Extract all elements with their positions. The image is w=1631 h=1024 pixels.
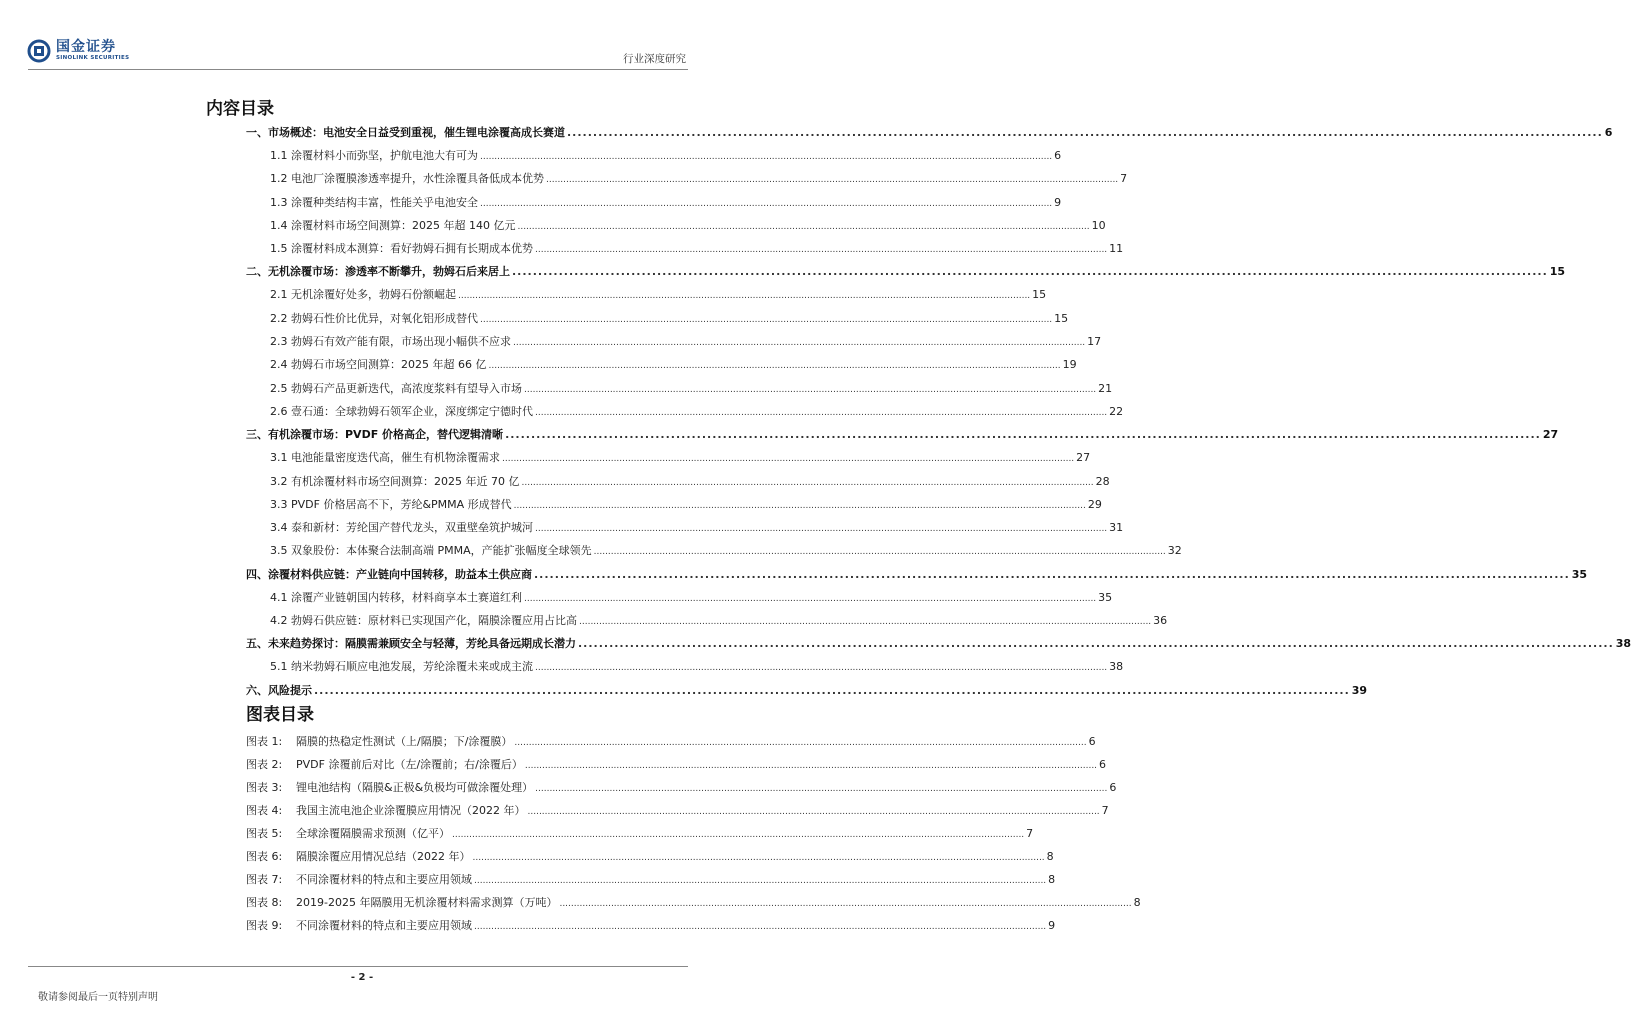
- figure-page: 9: [1048, 919, 1056, 932]
- toc-entry-page: 6: [1054, 149, 1062, 162]
- toc-entry-page: 35: [1098, 590, 1113, 604]
- toc-section-entry[interactable]: [246, 563, 1588, 586]
- figure-caption: 不同涂覆材料的特点和主要应用领域: [296, 919, 472, 932]
- figure-caption: 全球涂覆隔膜需求预测（亿平）: [296, 827, 450, 840]
- toc-entry-page: 27: [1542, 428, 1559, 442]
- figure-number: 图表 3:: [246, 781, 283, 794]
- toc-entry-page: 17: [1087, 335, 1102, 349]
- footer-disclaimer: 敬请参阅最后一页特别声明: [38, 992, 158, 1003]
- toc-subsection-entry[interactable]: [246, 167, 1128, 190]
- toc-leader-dots: ........................................................................................................................................................................................................: [524, 593, 1097, 604]
- toc-leader-dots: ........................................................................................................................................................................................................: [579, 617, 1152, 628]
- toc-subsection-entry[interactable]: [246, 539, 1182, 562]
- toc-leader-dots: ........................................................................................................................................................................................................: [546, 175, 1119, 186]
- figure-number: 图表 5:: [246, 827, 283, 840]
- toc-subsection-entry[interactable]: [246, 400, 1124, 423]
- toc-entry-page: 15: [1549, 265, 1566, 279]
- toc-entry-label: 4.1 涂覆产业链朝国内转移，材料商享本土赛道红利: [270, 590, 522, 604]
- toc-entry-label: 2.5 勃姆石产品更新迭代，高浓度浆料有望导入市场: [270, 381, 522, 395]
- toc-entry-page: 38: [1615, 637, 1631, 651]
- toc-entry-page: 28: [1095, 474, 1110, 488]
- figure-number: 图表 9:: [246, 919, 283, 932]
- toc-entry-page: 29: [1087, 497, 1102, 511]
- toc-entry-label: 3.5 双象股份：本体聚合法制高端 PMMA，产能扩张幅度全球领先: [270, 544, 592, 558]
- figure-list-entry[interactable]: [246, 914, 1056, 937]
- toc-leader-dots: ........................................................................................................................................................................................................: [517, 221, 1090, 232]
- brand-name-cn: 国金证券: [56, 39, 116, 56]
- figure-list-entry[interactable]: [246, 799, 1109, 822]
- toc-entry-label: 2.2 勃姆石性价比优异，对氧化铝形成替代: [270, 311, 478, 325]
- figure-leader-dots: ........................................................................................................................................................................................................: [474, 876, 1047, 886]
- toc-entry-label: 3.1 电池能量密度迭代高，催生有机物涂覆需求: [270, 451, 500, 465]
- figure-page: 8: [1046, 850, 1054, 863]
- toc-entry-page: 31: [1109, 521, 1124, 535]
- toc-entry-page: 21: [1098, 381, 1113, 395]
- toc-title: 内容目录: [206, 99, 274, 119]
- toc-section-entry[interactable]: [246, 260, 1566, 283]
- toc-leader-dots: ........................................................................................................................................................................................................: [502, 454, 1075, 465]
- figure-list-title: 图表目录: [246, 705, 314, 725]
- toc-subsection-entry[interactable]: [246, 191, 1062, 214]
- toc-entry-label: 5.1 纳米勃姆石顺应电池发展，芳纶涂覆未来或成主流: [270, 660, 533, 674]
- toc-entry-page: 10: [1091, 218, 1106, 232]
- toc-entry-label: 六、风险提示: [246, 683, 312, 697]
- toc-entry-label: 四、涂覆材料供应链：产业链向中国转移，助益本土供应商: [246, 567, 532, 581]
- toc-entry-label: 1.1 涂覆材料小而弥坚，护航电池大有可为: [270, 149, 478, 162]
- toc-leader-dots: ........................................................................................................................................................................................................: [314, 683, 1350, 697]
- toc-leader-dots: ........................................................................................................................................................................................................: [534, 567, 1570, 581]
- toc-entry-page: 27: [1076, 451, 1091, 465]
- toc-leader-dots: ........................................................................................................................................................................................................: [535, 245, 1108, 256]
- toc-leader-dots: ........................................................................................................................................................................................................: [480, 198, 1053, 209]
- toc-leader-dots: ........................................................................................................................................................................................................: [578, 637, 1614, 651]
- toc-entry-page: 7: [1120, 172, 1128, 186]
- figure-page: 6: [1088, 735, 1096, 748]
- figure-caption: 锂电池结构（隔膜&正极&负极均可做涂覆处理）: [296, 781, 534, 794]
- figure-list-entry[interactable]: [246, 868, 1056, 891]
- toc-leader-dots: ........................................................................................................................................................................................................: [535, 407, 1108, 418]
- figure-caption: 不同涂覆材料的特点和主要应用领域: [296, 873, 472, 886]
- figure-number: 图表 8:: [246, 896, 283, 909]
- figure-page: 6: [1109, 781, 1117, 794]
- toc-leader-dots: ........................................................................................................................................................................................................: [488, 361, 1061, 372]
- toc-entry-label: 2.6 壹石通：全球勃姆石领军企业，深度绑定宁德时代: [270, 404, 533, 418]
- toc-section-entry[interactable]: [246, 121, 1613, 144]
- toc-subsection-entry[interactable]: [246, 516, 1124, 539]
- toc-entry-label: 五、未来趋势探讨：隔膜需兼顾安全与轻薄，芳纶具备远期成长潜力: [246, 637, 576, 651]
- toc-leader-dots: ........................................................................................................................................................................................................: [458, 291, 1031, 302]
- toc-section-entry[interactable]: [246, 632, 1631, 655]
- sinolink-logo-icon: [28, 40, 50, 62]
- toc-subsection-entry[interactable]: [246, 353, 1077, 376]
- figure-leader-dots: ........................................................................................................................................................................................................: [524, 761, 1098, 771]
- toc-subsection-entry[interactable]: [246, 493, 1102, 516]
- toc-section-entry[interactable]: [246, 679, 1368, 702]
- toc-entry-page: 6: [1604, 126, 1613, 139]
- toc-entry-page: 19: [1062, 358, 1077, 372]
- figure-page: 8: [1133, 896, 1141, 909]
- toc-entry-page: 36: [1153, 614, 1168, 628]
- toc-entry-page: 11: [1109, 242, 1124, 256]
- figure-leader-dots: ........................................................................................................................................................................................................: [474, 922, 1047, 932]
- toc-subsection-entry[interactable]: [246, 307, 1069, 330]
- toc-entry-page: 32: [1167, 544, 1182, 558]
- report-type: 行业深度研究: [623, 53, 686, 65]
- toc-entry-label: 二、无机涂覆市场：渗透率不断攀升，勃姆石后来居上: [246, 265, 510, 279]
- figure-list: [246, 730, 1141, 937]
- figure-page: 7: [1026, 827, 1034, 840]
- toc-entry-label: 1.4 涂覆材料市场空间测算：2025 年超 140 亿元: [270, 218, 516, 232]
- brand-logo: [28, 40, 129, 62]
- figure-list-entry[interactable]: [246, 891, 1141, 914]
- figure-number: 图表 1:: [246, 735, 283, 748]
- toc-entry-page: 15: [1054, 311, 1069, 325]
- toc-leader-dots: ........................................................................................................................................................................................................: [521, 477, 1094, 488]
- figure-number: 图表 4:: [246, 804, 283, 817]
- figure-caption: 我国主流电池企业涂覆膜应用情况（2022 年）: [296, 804, 526, 817]
- toc-subsection-entry[interactable]: [246, 470, 1110, 493]
- toc-subsection-entry[interactable]: [246, 144, 1062, 167]
- toc-leader-dots: ........................................................................................................................................................................................................: [593, 547, 1166, 558]
- toc-subsection-entry[interactable]: [246, 283, 1047, 306]
- figure-caption: 隔膜涂覆应用情况总结（2022 年）: [296, 850, 471, 863]
- figure-number: 图表 2:: [246, 758, 283, 771]
- figure-caption: PVDF 涂覆前后对比（左/涂覆前；右/涂覆后）: [296, 758, 523, 771]
- toc-entry-label: 3.3 PVDF 价格居高不下，芳纶&PMMA 形成替代: [270, 497, 512, 511]
- toc-leader-dots: ........................................................................................................................................................................................................: [513, 338, 1086, 349]
- figure-caption: 2019-2025 年隔膜用无机涂覆材料需求测算（万吨）: [296, 896, 558, 909]
- toc-entry-label: 2.3 勃姆石有效产能有限，市场出现小幅供不应求: [270, 335, 511, 349]
- toc-entry-label: 3.4 泰和新材：芳纶国产替代龙头，双重壁垒筑护城河: [270, 521, 533, 535]
- table-of-contents: [246, 121, 1631, 702]
- toc-entry-label: 2.4 勃姆石市场空间测算：2025 年超 66 亿: [270, 358, 487, 372]
- toc-leader-dots: ........................................................................................................................................................................................................: [480, 152, 1053, 162]
- toc-entry-page: 9: [1054, 195, 1062, 209]
- figure-leader-dots: ........................................................................................................................................................................................................: [559, 899, 1132, 909]
- toc-entry-page: 38: [1109, 660, 1124, 674]
- toc-entry-label: 1.3 涂覆种类结构丰富，性能关乎电池安全: [270, 195, 478, 209]
- toc-leader-dots: ........................................................................................................................................................................................................: [535, 663, 1108, 674]
- toc-entry-label: 一、市场概述：电池安全日益受到重视，催生锂电涂覆高成长赛道: [246, 126, 565, 139]
- toc-subsection-entry[interactable]: [246, 446, 1091, 469]
- page-number: - 2 -: [350, 972, 374, 983]
- figure-number: 图表 7:: [246, 873, 283, 886]
- toc-subsection-entry[interactable]: [246, 586, 1113, 609]
- toc-section-entry[interactable]: [246, 423, 1559, 446]
- toc-subsection-entry[interactable]: [246, 655, 1124, 678]
- toc-subsection-entry[interactable]: [246, 609, 1168, 632]
- toc-entry-label: 3.2 有机涂覆材料市场空间测算：2025 年近 70 亿: [270, 474, 520, 488]
- toc-leader-dots: ........................................................................................................................................................................................................: [512, 265, 1548, 279]
- figure-page: 6: [1099, 758, 1107, 771]
- toc-entry-label: 三、有机涂覆市场：PVDF 价格高企，替代逻辑清晰: [246, 428, 504, 442]
- figure-leader-dots: ........................................................................................................................................................................................................: [514, 738, 1087, 748]
- figure-list-entry[interactable]: [246, 845, 1054, 868]
- toc-leader-dots: ........................................................................................................................................................................................................: [480, 314, 1053, 325]
- toc-leader-dots: ........................................................................................................................................................................................................: [505, 428, 1541, 442]
- footer-divider: [28, 966, 688, 967]
- toc-leader-dots: ........................................................................................................................................................................................................: [535, 524, 1108, 535]
- figure-leader-dots: ........................................................................................................................................................................................................: [472, 853, 1045, 863]
- toc-subsection-entry[interactable]: [246, 237, 1124, 260]
- toc-leader-dots: ........................................................................................................................................................................................................: [524, 384, 1097, 395]
- header-divider: [28, 69, 688, 70]
- toc-leader-dots: ........................................................................................................................................................................................................: [513, 500, 1086, 511]
- toc-entry-page: 35: [1571, 567, 1588, 581]
- brand-name-en: SINOLINK SECURITIES: [56, 55, 130, 62]
- toc-entry-page: 15: [1032, 288, 1047, 302]
- figure-leader-dots: ........................................................................................................................................................................................................: [452, 830, 1025, 840]
- toc-subsection-entry[interactable]: [246, 377, 1113, 400]
- figure-list-entry[interactable]: [246, 776, 1117, 799]
- figure-leader-dots: ........................................................................................................................................................................................................: [535, 784, 1108, 794]
- toc-subsection-entry[interactable]: [246, 330, 1102, 353]
- figure-page: 7: [1101, 804, 1109, 817]
- figure-page: 8: [1048, 873, 1056, 886]
- figure-number: 图表 6:: [246, 850, 283, 863]
- toc-entry-label: 4.2 勃姆石供应链：原材料已实现国产化，隔膜涂覆应用占比高: [270, 614, 577, 628]
- figure-list-entry[interactable]: [246, 753, 1107, 776]
- page-header: [0, 0, 724, 72]
- toc-entry-page: 39: [1351, 683, 1368, 697]
- toc-entry-page: 22: [1109, 404, 1124, 418]
- figure-list-entry[interactable]: [246, 822, 1034, 845]
- figure-caption: 隔膜的热稳定性测试（上/隔膜；下/涂覆膜）: [296, 735, 513, 748]
- toc-leader-dots: ........................................................................................................................................................................................................: [567, 126, 1603, 139]
- figure-list-entry[interactable]: [246, 730, 1096, 753]
- figure-leader-dots: ........................................................................................................................................................................................................: [527, 807, 1100, 817]
- toc-entry-label: 1.2 电池厂涂覆膜渗透率提升，水性涂覆具备低成本优势: [270, 172, 544, 186]
- toc-entry-label: 1.5 涂覆材料成本测算：看好勃姆石拥有长期成本优势: [270, 242, 533, 256]
- toc-entry-label: 2.1 无机涂覆好处多，勃姆石份额崛起: [270, 288, 456, 302]
- toc-subsection-entry[interactable]: [246, 214, 1106, 237]
